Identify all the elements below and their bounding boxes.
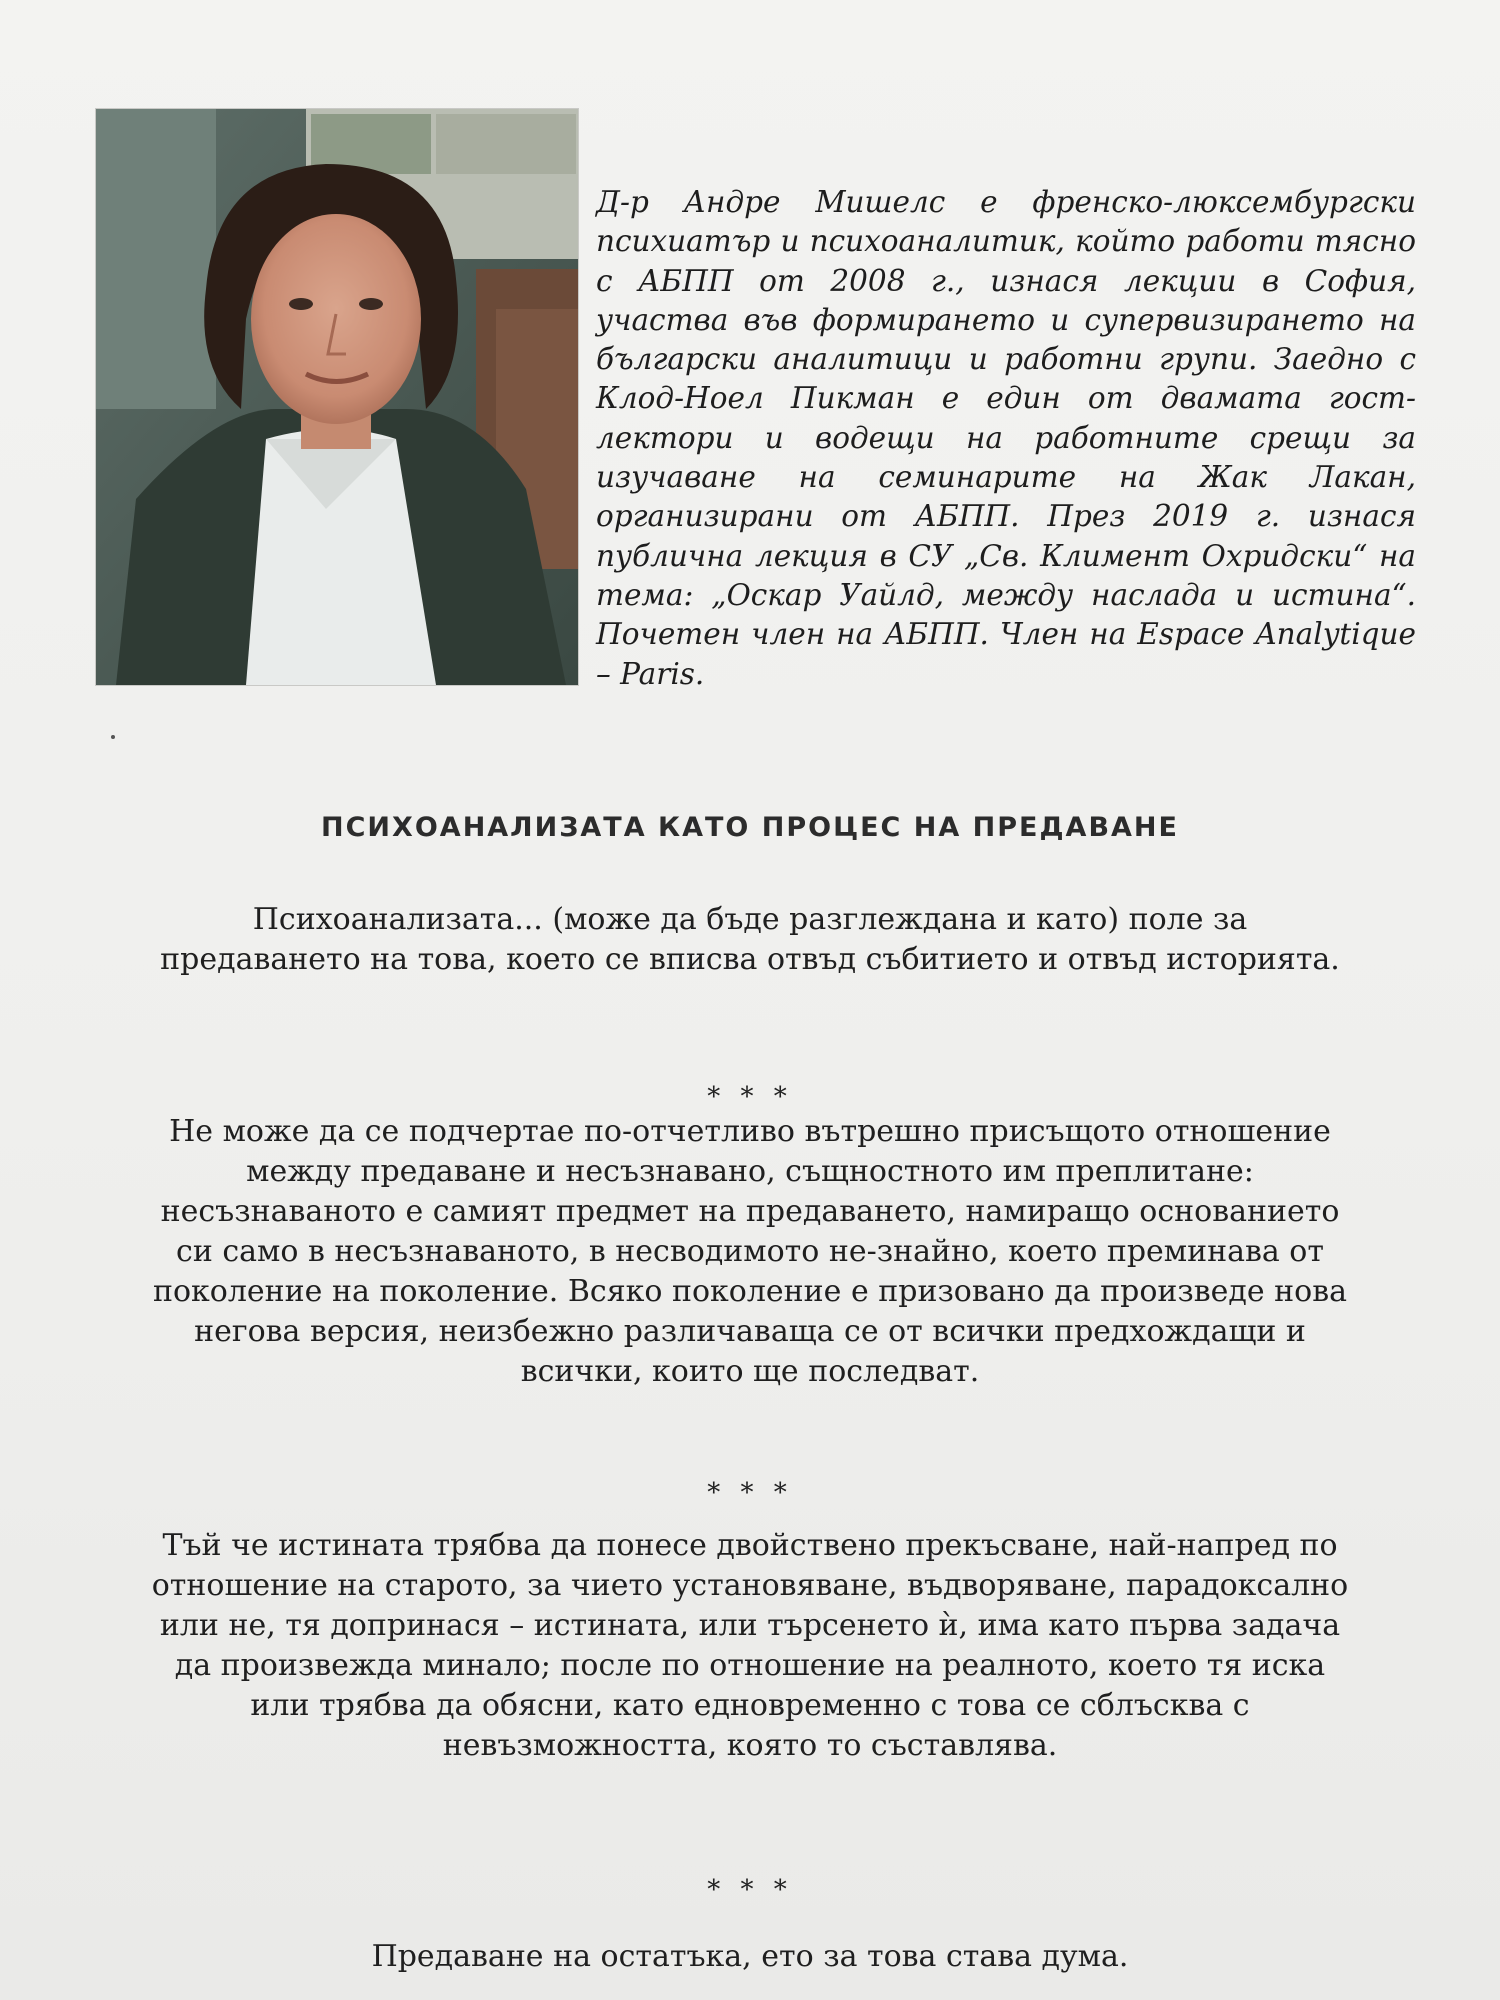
separator-asterisks: * * * bbox=[707, 1082, 793, 1112]
separator-asterisks: * * * bbox=[707, 1875, 793, 1905]
author-biography: Д-р Андре Мишелс е френско-люксембургски психиатър и психоаналитик, който работи тясно с АБПП от 2008 г., изнася лекции в София, участва във формирането и супервизирането на български аналитици и работни групи. Заедно с Клод-Ноел Пикман е един от двамата гост-лектори и водещи на работните срещи за изучаване на семинарите на Жак Лакан, организирани от АБПП. През 2019 г. изнася публична лекция в СУ „Св. Климент Охридски“ на тема: „Оскар Уайлд, между наслада и истина“. Почетен член на АБПП. Член на Espace Analytique – Paris. bbox=[596, 185, 1416, 691]
separator-asterisks: * * * bbox=[707, 1478, 793, 1508]
quote-paragraph: Психоанализата... (може да бъде разглеждана и като) поле за предаването на това, което се вписва отвъд събитието и отвъд историята. bbox=[160, 902, 1340, 977]
section-title: ПСИХОАНАЛИЗАТА КАТО ПРОЦЕС НА ПРЕДАВАНЕ bbox=[321, 812, 1179, 843]
quote-paragraph: Не може да се подчертае по-отчетливо вътрешно присъщото отношение между предаване и несъзнавано, същностното им преплитане: несъзнаваното е самият предмет на предаването, намиращо основанието си само в несъзнаваното, в несводимото не-знайно, което преминава от поколение на поколение. Всяко поколение е призовано да произведе нова негова версия, неизбежно различаваща се от всички предхождащи и всички, които ще последват. bbox=[153, 1114, 1347, 1389]
author-portrait-photo bbox=[95, 108, 579, 686]
quote-paragraph: Предаване на остатъка, ето за това става дума. bbox=[371, 1939, 1129, 1974]
print-speck bbox=[111, 735, 115, 739]
quote-paragraph: Тъй че истината трябва да понесе двойствено прекъсване, най-напред по отношение на старото, за чието установяване, въдворяване, парадоксално или не, тя допринася – истината, или търсенето ѝ, има като първа задача да произвежда минало; после по отношение на реалното, което тя иска или трябва да обясни, като едновременно с това се сблъсква с невъзможността, която то съставлява. bbox=[151, 1528, 1349, 1763]
